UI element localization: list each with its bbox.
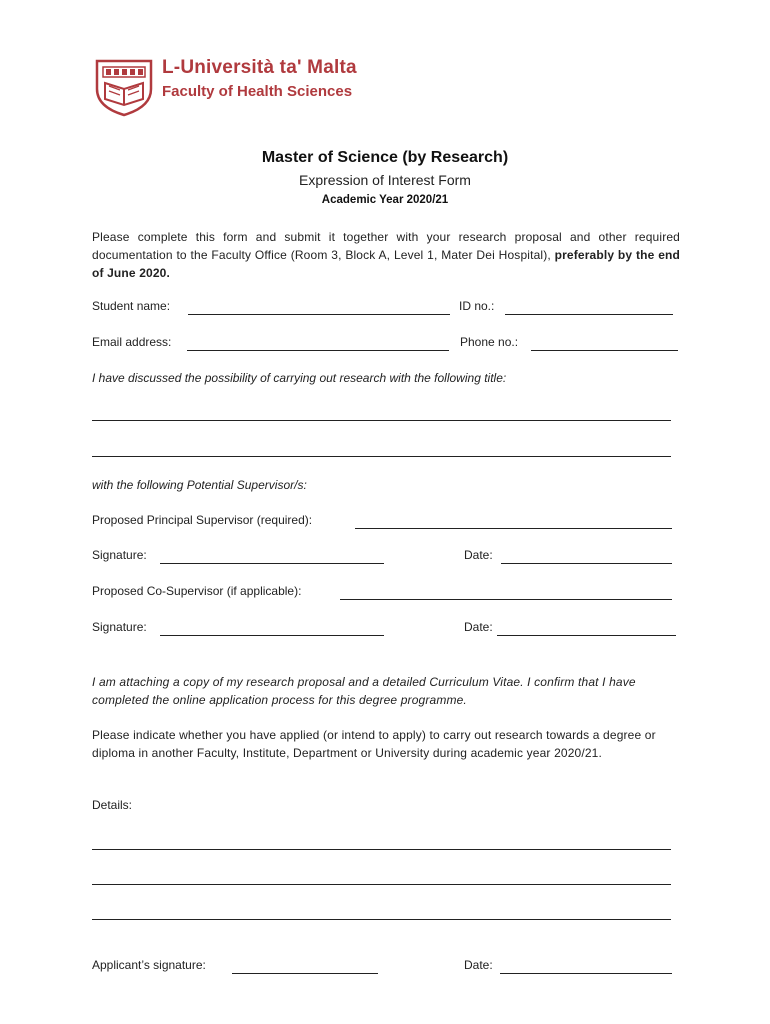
signature-1-label: Signature: bbox=[92, 548, 147, 562]
date-1-input[interactable] bbox=[501, 550, 672, 564]
supervisor-prompt: with the following Potential Supervisor/s: bbox=[92, 478, 307, 492]
university-name: L-Università ta' Malta bbox=[162, 57, 357, 78]
applicant-signature-label: Applicant’s signature: bbox=[92, 958, 206, 972]
phone-input[interactable] bbox=[531, 337, 678, 351]
intro-paragraph bbox=[92, 228, 680, 282]
co-supervisor-input[interactable] bbox=[340, 586, 672, 600]
email-label: Email address: bbox=[92, 335, 172, 349]
signature-2-input[interactable] bbox=[160, 622, 384, 636]
faculty-name: Faculty of Health Sciences bbox=[162, 83, 353, 100]
academic-year: Academic Year 2020/21 bbox=[321, 194, 449, 206]
phone-label: Phone no.: bbox=[460, 335, 519, 349]
research-title-line-2[interactable] bbox=[92, 455, 671, 457]
email-input[interactable] bbox=[187, 337, 449, 351]
details-label: Details: bbox=[92, 798, 133, 812]
principal-supervisor-label: Proposed Principal Supervisor (required): bbox=[92, 513, 313, 527]
research-title-line-1[interactable] bbox=[92, 419, 671, 421]
form-subtitle: Expression of Interest Form bbox=[299, 172, 471, 188]
form-title: Master of Science (by Research) bbox=[261, 149, 509, 166]
details-line-2[interactable] bbox=[92, 883, 671, 885]
id-no-input[interactable] bbox=[505, 301, 673, 315]
co-supervisor-label: Proposed Co-Supervisor (if applicable): bbox=[92, 584, 302, 598]
intro-text: Please complete this form and submit it together with your research proposal and other required documentation to the Faculty Office (Room 3, Block A, Level 1, Mater Dei Hospital), bbox=[92, 230, 680, 262]
signature-2-label: Signature: bbox=[92, 620, 147, 634]
date-1-label: Date: bbox=[464, 548, 493, 562]
other-applications-question: Please indicate whether you have applied (or intend to apply) to carry out research towards a degree or diploma in another Faculty, Institute, Department or University during academic year 2020/21. bbox=[92, 728, 656, 760]
details-line-3[interactable] bbox=[92, 918, 671, 920]
research-title-prompt: I have discussed the possibility of carrying out research with the following title: bbox=[92, 371, 507, 385]
intro-deadline: preferably by the end of June 2020. bbox=[92, 248, 681, 280]
university-logo bbox=[93, 55, 393, 117]
id-no-label: ID no.: bbox=[459, 299, 495, 313]
signature-1-input[interactable] bbox=[160, 550, 384, 564]
student-name-label: Student name: bbox=[92, 299, 171, 313]
attachment-statement: I am attaching a copy of my research proposal and a detailed Curriculum Vitae. I confirm that I have completed the online application process for this degree programme. bbox=[92, 675, 636, 707]
university-crest-icon bbox=[93, 55, 155, 117]
principal-supervisor-input[interactable] bbox=[355, 515, 672, 529]
date-3-label: Date: bbox=[464, 958, 493, 972]
date-2-label: Date: bbox=[464, 620, 493, 634]
date-2-input[interactable] bbox=[497, 622, 676, 636]
date-3-input[interactable] bbox=[500, 960, 672, 974]
details-line-1[interactable] bbox=[92, 848, 671, 850]
applicant-signature-input[interactable] bbox=[232, 960, 378, 974]
student-name-input[interactable] bbox=[188, 301, 450, 315]
